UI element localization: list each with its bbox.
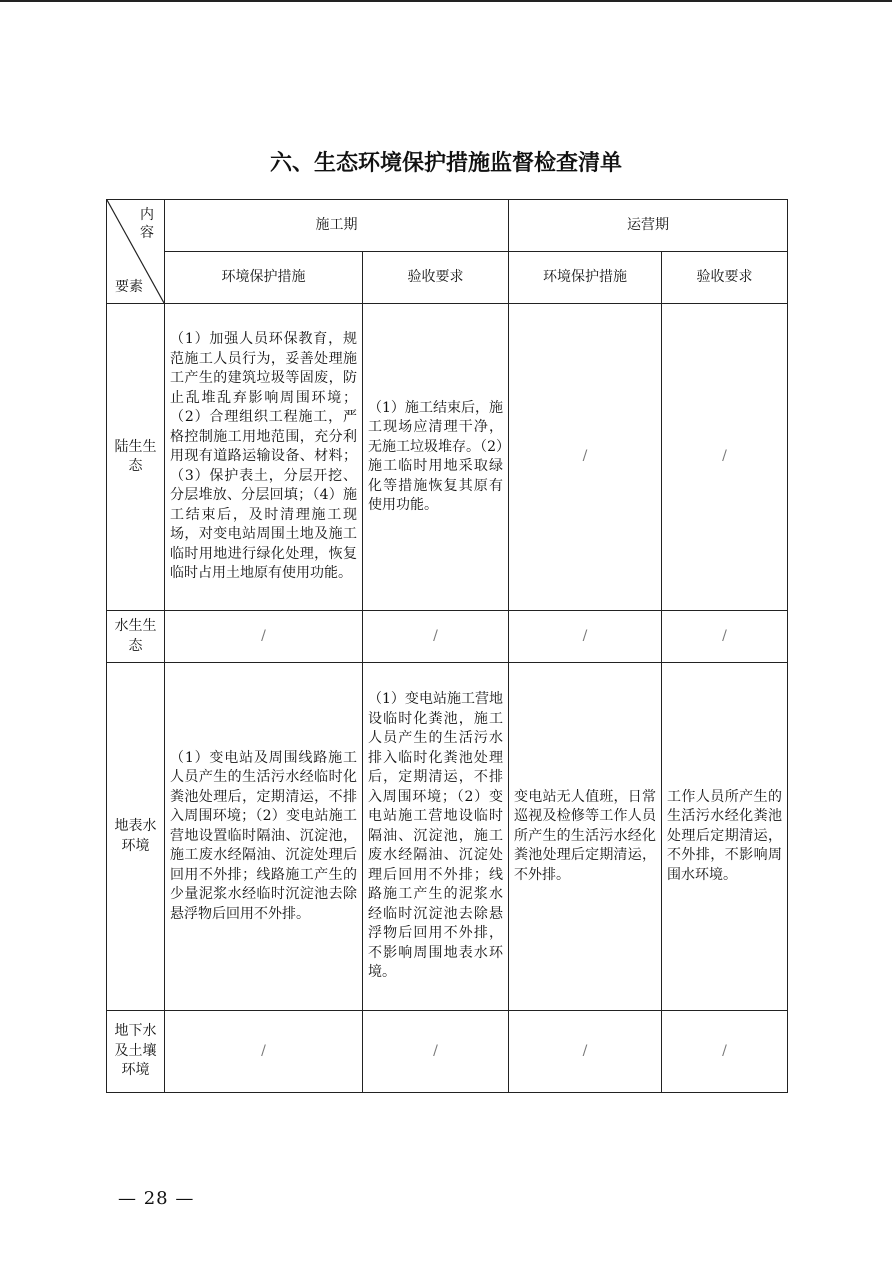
top-rule (0, 0, 892, 2)
cell-operation-measures: / (509, 1011, 662, 1093)
element-aquatic-ecology: 水生生态 (107, 611, 165, 663)
table-row (107, 663, 788, 1011)
cell-operation-measures: / (509, 611, 662, 663)
corner-label-element: 要素 (115, 278, 143, 295)
cell-operation-acceptance: / (662, 1011, 788, 1093)
page-number: — 28 — (118, 1188, 195, 1209)
table-header-row (107, 200, 788, 252)
cell-construction-measures: （1）加强人员环保教育，规范施工人员行为，妥善处理施工产生的建筑垃圾等固废，防止乱堆乱弃影响周围环境；（2）合理组织工程施工，严格控制施工用地范围，充分利用现有道路运输设备、材料；（3）保护表土，分层开挖、分层堆放、分层回填；（4）施工结束后，及时清理施工现场，对变电站周围土地及施工临时用地进行绿化处理，恢复临时占用土地原有使用功能。 (165, 304, 363, 611)
supervision-checklist-table (106, 199, 788, 1093)
cell-operation-measures: 变电站无人值班，日常巡视及检修等工作人员所产生的生活污水经化粪池处理后定期清运，不外排。 (509, 663, 662, 1011)
table-row (107, 304, 788, 611)
cell-construction-acceptance: （1）施工结束后，施工现场应清理干净，无施工垃圾堆存。（2）施工临时用地采取绿化等措施恢复其原有使用功能。 (363, 304, 509, 611)
subheader-operation-measures: 环境保护措施 (509, 252, 662, 304)
element-terrestrial-ecology: 陆生生态 (107, 304, 165, 611)
element-surface-water: 地表水环境 (107, 663, 165, 1011)
page-title: 六、生态环境保护措施监督检查清单 (269, 151, 622, 176)
cell-construction-measures: / (165, 1011, 363, 1093)
cell-construction-acceptance: （1）变电站施工营地设临时化粪池，施工人员产生的生活污水排入临时化粪池处理后，定期清运，不排入周围环境；（2）变电站施工营地设临时隔油、沉淀池，施工废水经隔油、沉淀处理后回用不外排；线路施工产生的泥浆水经临时沉淀池去除悬浮物后回用不外排，不影响周围地表水环境。 (363, 663, 509, 1011)
table-row (107, 1011, 788, 1093)
cell-construction-acceptance: / (363, 1011, 509, 1093)
phase-operation: 运营期 (509, 200, 788, 252)
element-groundwater-soil: 地下水及土壤环境 (107, 1011, 165, 1093)
phase-construction: 施工期 (165, 200, 509, 252)
cell-construction-measures: （1）变电站及周围线路施工人员产生的生活污水经临时化粪池处理后，定期清运，不排入周围环境；（2）变电站施工营地设置临时隔油、沉淀池，施工废水经隔油、沉淀处理后回用不外排；线路施工产生的少量泥浆水经临时沉淀池去除悬浮物后回用不外排。 (165, 663, 363, 1011)
cell-operation-acceptance: / (662, 611, 788, 663)
subheader-construction-acceptance: 验收要求 (363, 252, 509, 304)
subheader-operation-acceptance: 验收要求 (662, 252, 788, 304)
corner-header-cell (107, 200, 165, 304)
table-row (107, 611, 788, 663)
cell-operation-acceptance: 工作人员所产生的生活污水经化粪池处理后定期清运，不外排，不影响周围水环境。 (662, 663, 788, 1011)
cell-construction-acceptance: / (363, 611, 509, 663)
subheader-construction-measures: 环境保护措施 (165, 252, 363, 304)
table-subheader-row (107, 252, 788, 304)
cell-operation-measures: / (509, 304, 662, 611)
cell-operation-acceptance: / (662, 304, 788, 611)
corner-label-content: 内容 (140, 207, 154, 241)
cell-construction-measures: / (165, 611, 363, 663)
